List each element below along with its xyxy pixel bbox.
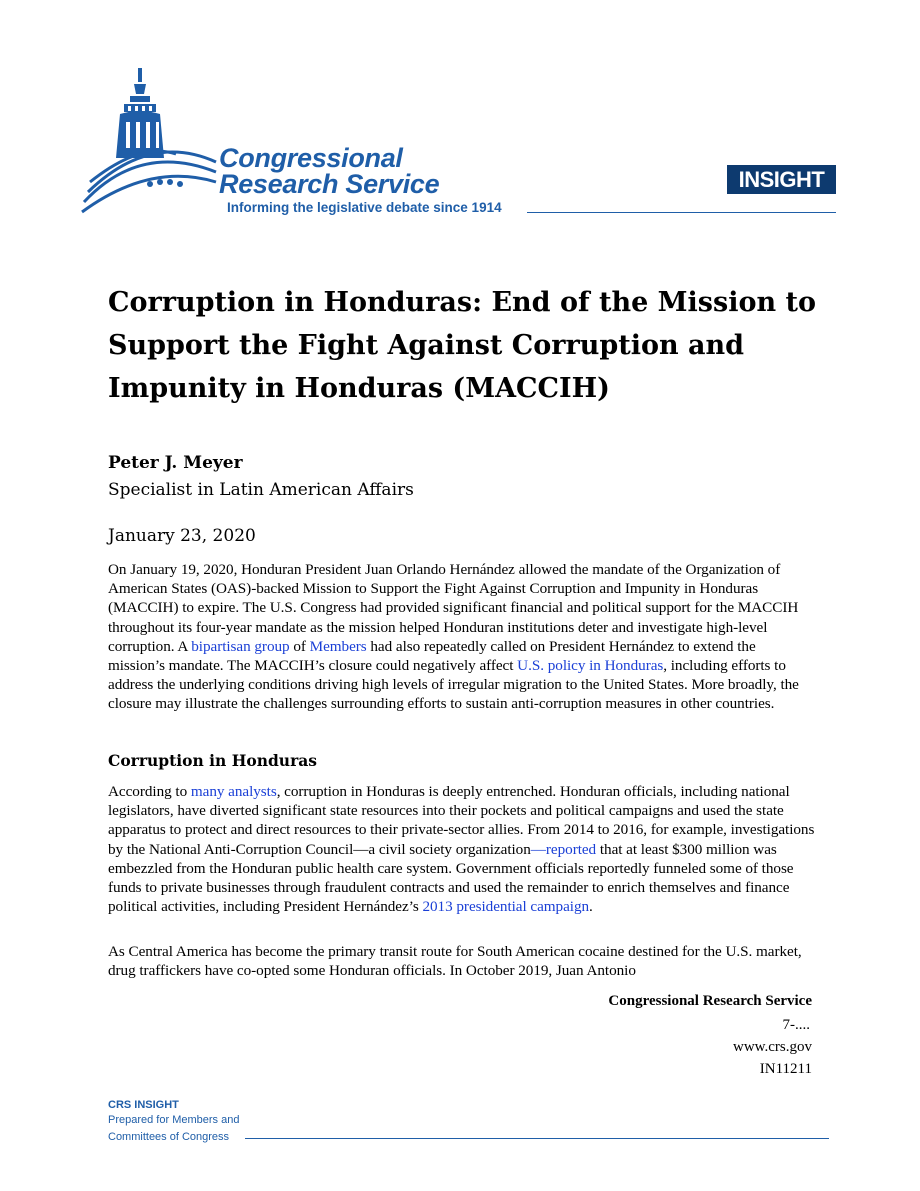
footer-divider [245, 1138, 829, 1139]
text-run: had also repeatedly called on President Hernández to extend the mission’s mandate. The MACCIH’s closure could negatively affect [108, 637, 756, 675]
text-run: . [589, 898, 593, 916]
corruption-paragraph [108, 782, 816, 916]
footer-prepared-line1: Prepared for Members and [108, 1114, 240, 1126]
org-tagline: Informing the legislative debate since 1914 [227, 200, 502, 215]
publication-date: January 23, 2020 [108, 526, 256, 546]
footer-url: www.crs.gov [732, 1039, 812, 1055]
author-name: Peter J. Meyer [108, 453, 243, 473]
footer-org: Congressional Research Service [608, 993, 812, 1009]
org-name-line2: Research Service [219, 169, 440, 199]
reported-link[interactable]: —reported [530, 840, 597, 858]
text-run: of [289, 637, 310, 655]
text-run: , including efforts to address the underlying conditions driving high levels of irregular migration to the United States. More broadly, the closure may illustrate the challenges surrounding efforts to sustain anti-corruption measures in other countries. [108, 657, 799, 713]
footer-code: 7-.... [782, 1017, 810, 1033]
intro-paragraph [108, 560, 816, 714]
footer-report-id: IN11211 [759, 1061, 812, 1077]
presidential-campaign-link[interactable]: 2013 presidential campaign [422, 898, 590, 916]
footer-crs-insight-label: CRS INSIGHT [108, 1099, 179, 1111]
insight-badge: INSIGHT [727, 165, 836, 194]
footer-prepared-line2: Committees of Congress [108, 1131, 230, 1143]
author-role: Specialist in Latin American Affairs [108, 480, 414, 500]
bipartisan-group-link[interactable]: bipartisan group [191, 637, 290, 655]
many-analysts-link[interactable]: many analysts [190, 783, 277, 800]
capitol-dome-icon [80, 62, 220, 222]
us-policy-honduras-link[interactable]: U.S. policy in Honduras [517, 657, 664, 675]
text-run: that at least $300 million was embezzled from the Honduran public health care system. Government officials reportedly funneled some of those funds to private businesses through fraudulent contracts and used the remainder to enrich themselves and finance political activities, including President Hernández’s [108, 840, 794, 916]
text-run: According to [108, 783, 191, 800]
org-name-line1: Congressional [219, 143, 403, 173]
section-heading: Corruption in Honduras [108, 751, 318, 770]
text-run: , corruption in Honduras is deeply entrenched. Honduran officials, including national legislators, have diverted significant state resources into their pockets and political campaigns and used the state apparatus to protect and direct resources to their private-sector allies. From 2014 to 2016, for example, investigations by the National Anti-Corruption Council—a civil society organization [108, 783, 815, 858]
members-link[interactable]: Members [309, 637, 367, 655]
header-divider [527, 212, 836, 213]
drug-trafficking-paragraph: As Central America has become the primary transit route for South American cocaine destined for the U.S. market, drug traffickers have co-opted some Honduran officials. In October 2019, Juan Antonio [108, 943, 802, 980]
crs-logo [80, 62, 550, 222]
document-title: Corruption in Honduras: End of the Mission to Support the Fight Against Corruption and Impunity in Honduras (MACCIH) [108, 287, 816, 404]
text-run: On January 19, 2020, Honduran President Juan Orlando Hernández allowed the mandate of the Organization of American States (OAS)-backed Mission to Support the Fight Against Corruption and Impunity in Honduras (MACCIH) to expire. The U.S. Congress had provided significant financial and political support for the MACCIH throughout its four-year mandate as the mission helped Honduran institutions deter and investigate high-level corruption. A [108, 561, 799, 655]
